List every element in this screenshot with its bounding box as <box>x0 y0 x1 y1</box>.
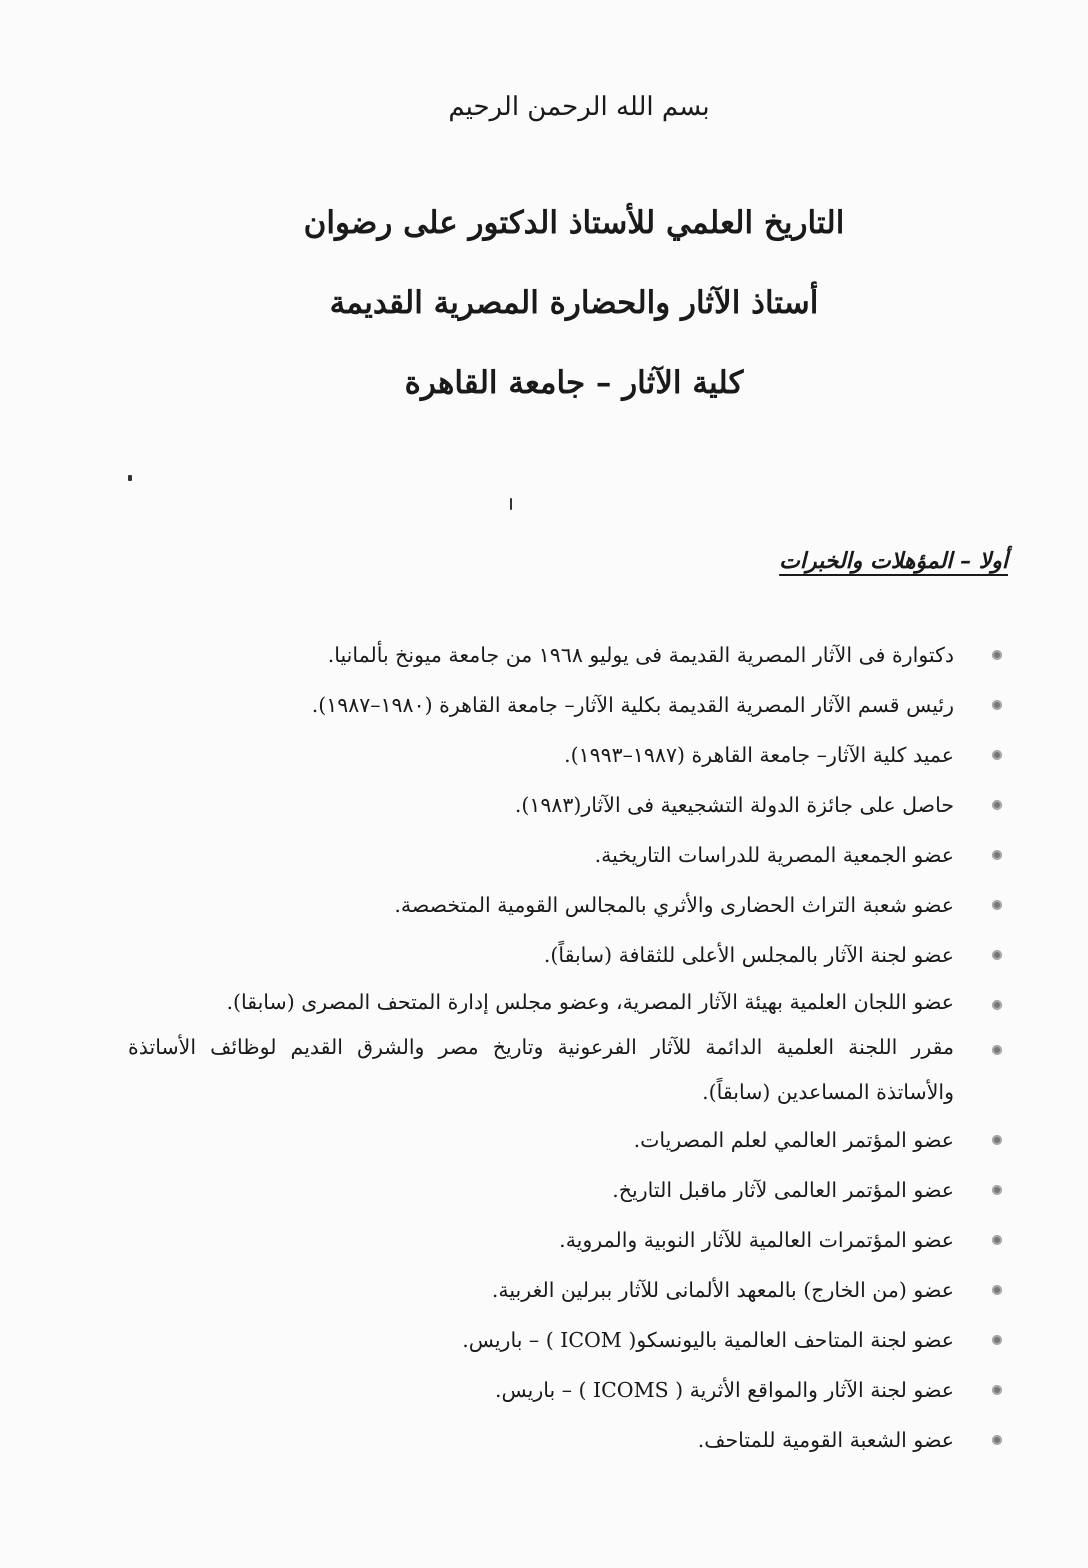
list-item-text: مقرر اللجنة العلمية الدائمة للآثار الفرعونية وتاريخ مصر والشرق القديم لوظائف الأساتذة والأساتذة المساعدين (سابقاً). <box>128 1035 954 1104</box>
list-item-text: عضو الجمعية المصرية للدراسات التاريخية. <box>594 843 954 867</box>
bullet-icon <box>992 1285 1002 1295</box>
bullet-icon <box>992 750 1002 760</box>
list-item-text: عضو (من الخارج) بالمعهد الألمانى للآثار ببرلين الغربية. <box>491 1278 954 1302</box>
bullet-icon <box>992 1235 1002 1245</box>
list-item <box>128 1165 968 1215</box>
list-item <box>128 780 968 830</box>
list-item-text: عضو اللجان العلمية بهيئة الآثار المصرية، وعضو مجلس إدارة المتحف المصرى (سابقا). <box>226 990 954 1014</box>
section-heading: أولا – المؤهلات والخبرات <box>779 548 1008 574</box>
list-item-text: عضو المؤتمر العالمي لعلم المصريات. <box>633 1128 954 1152</box>
list-item <box>128 930 968 980</box>
bullet-icon <box>992 950 1002 960</box>
list-item-text: عضو المؤتمرات العالمية للآثار النوبية والمروية. <box>559 1228 954 1252</box>
list-item-text: عضو لجنة المتاحف العالمية باليونسكو( ICOM ) – باريس. <box>462 1328 954 1352</box>
bullet-icon <box>992 850 1002 860</box>
title-name: التاريخ العلمي للأستاذ الدكتور على رضوان <box>303 205 845 241</box>
qualifications-list <box>128 630 968 1465</box>
list-item <box>128 1415 968 1465</box>
bullet-icon <box>992 1335 1002 1345</box>
bullet-icon <box>992 1000 1002 1010</box>
bullet-icon <box>992 1135 1002 1145</box>
list-item-text: عميد كلية الآثار– جامعة القاهرة (١٩٨٧–١٩٩٣). <box>564 743 954 767</box>
list-item-text: عضو لجنة الآثار بالمجلس الأعلى للثقافة (سابقاً). <box>543 943 954 967</box>
bullet-icon <box>992 1435 1002 1445</box>
bullet-icon <box>992 900 1002 910</box>
list-item-text: دكتوارة فى الآثار المصرية القديمة فى يوليو ١٩٦٨ من جامعة ميونخ بألمانيا. <box>327 643 954 667</box>
list-item <box>128 730 968 780</box>
scan-speck <box>510 498 512 510</box>
list-item-text: عضو شعبة التراث الحضارى والأثري بالمجالس القومية المتخصصة. <box>394 893 954 917</box>
list-item <box>128 1115 968 1165</box>
list-item-text: حاصل على جائزة الدولة التشجيعية فى الآثار(١٩٨٣). <box>514 793 954 817</box>
bullet-icon <box>992 1185 1002 1195</box>
bullet-icon <box>992 1385 1002 1395</box>
bullet-icon <box>992 800 1002 810</box>
list-item <box>128 830 968 880</box>
title-position: أستاذ الآثار والحضارة المصرية القديمة <box>329 285 819 321</box>
list-item <box>128 880 968 930</box>
list-item <box>128 1025 968 1115</box>
list-item <box>128 1265 968 1315</box>
list-item <box>128 1315 968 1365</box>
scan-speck <box>128 475 132 481</box>
list-item-text: عضو لجنة الآثار والمواقع الأثرية ( ICOMS ) – باريس. <box>494 1378 954 1402</box>
bullet-icon <box>992 1045 1002 1055</box>
title-institution: كلية الآثار – جامعة القاهرة <box>404 365 744 401</box>
bullet-icon <box>992 650 1002 660</box>
list-item <box>128 1365 968 1415</box>
bullet-icon <box>992 700 1002 710</box>
list-item-text: عضو الشعبة القومية للمتاحف. <box>697 1428 954 1452</box>
list-item-text: رئيس قسم الآثار المصرية القديمة بكلية الآثار– جامعة القاهرة (١٩٨٠–١٩٨٧). <box>311 693 954 717</box>
list-item-text: عضو المؤتمر العالمى لآثار ماقبل التاريخ. <box>612 1178 954 1202</box>
basmala: بسم الله الرحمن الرحيم <box>448 92 710 122</box>
list-item <box>128 980 968 1025</box>
list-item <box>128 1215 968 1265</box>
list-item <box>128 680 968 730</box>
list-item <box>128 630 968 680</box>
